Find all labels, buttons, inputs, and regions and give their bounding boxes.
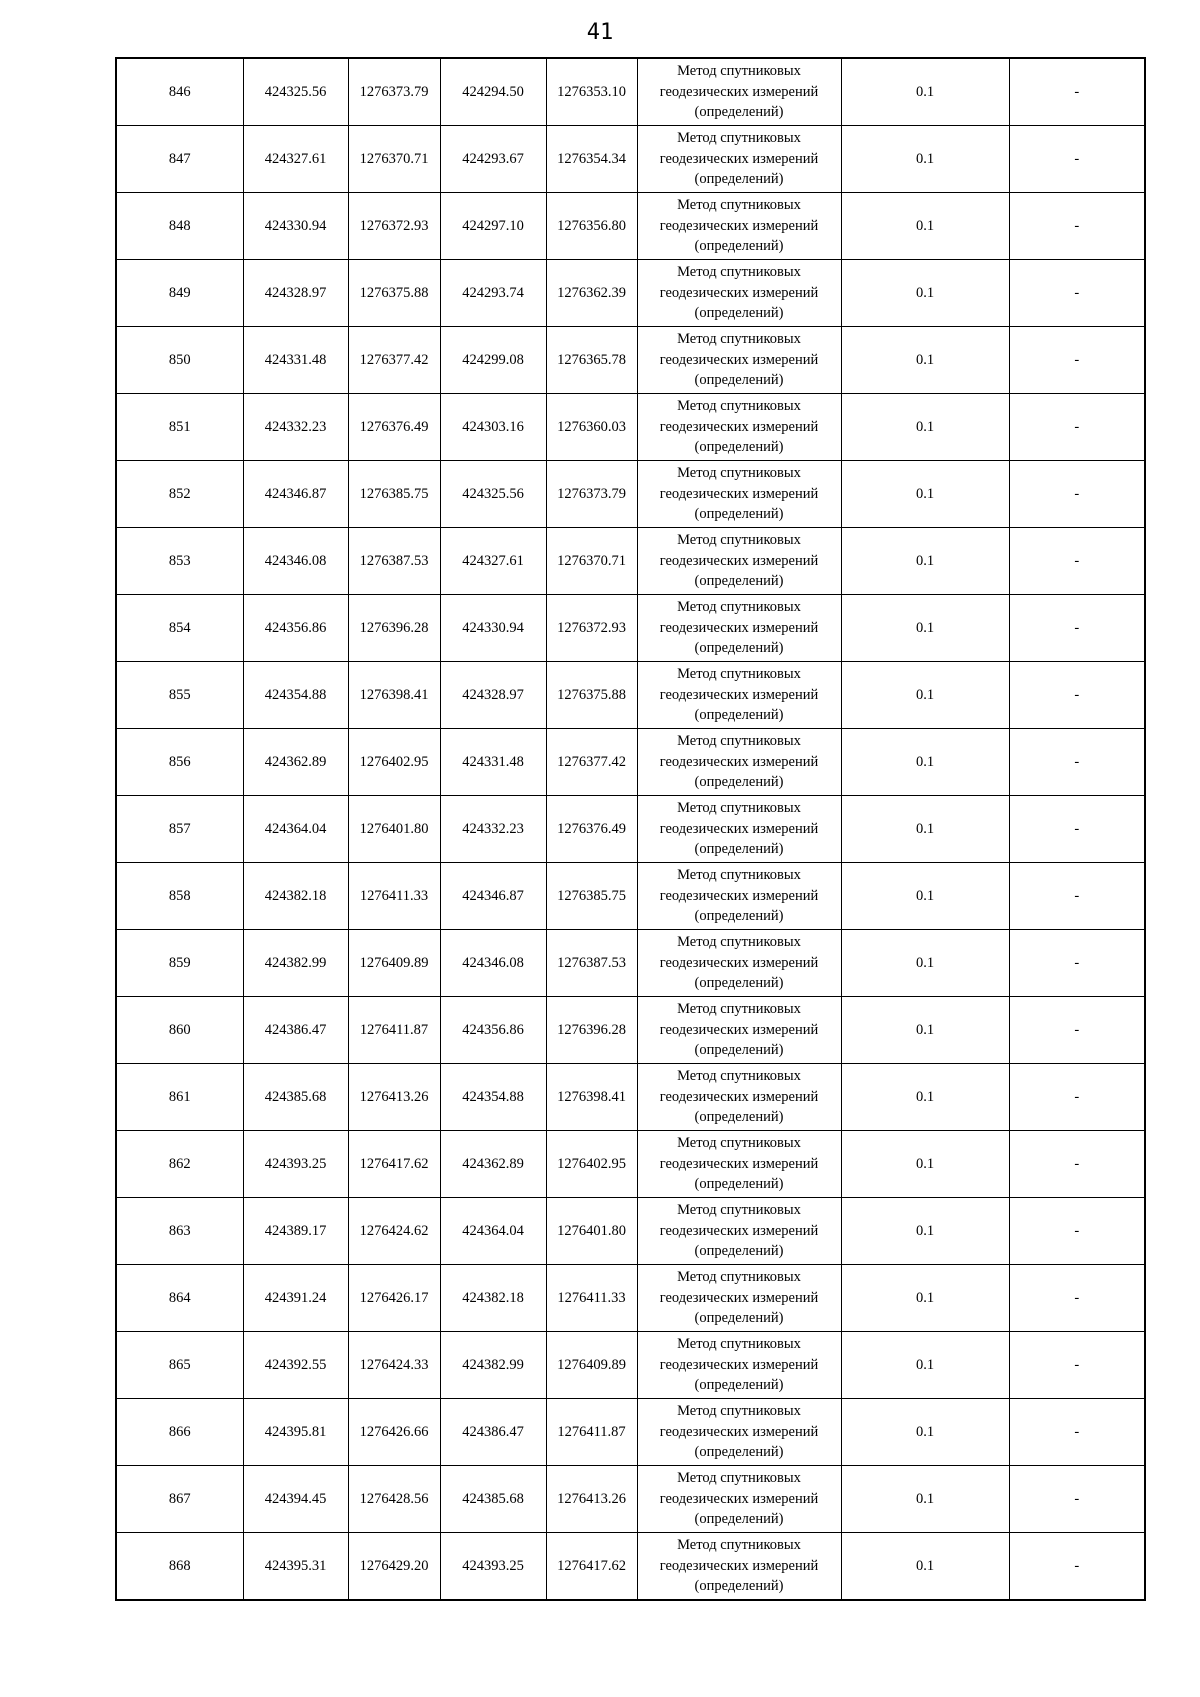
accuracy-cell: 0.1 xyxy=(841,327,1009,394)
method-line: геодезических измерений xyxy=(659,1088,819,1105)
point-number-cell: 859 xyxy=(116,930,243,997)
point-number-cell: 866 xyxy=(116,1399,243,1466)
x-previous-coordinate-cell: 424364.04 xyxy=(440,1198,546,1265)
method-line: геодезических измерений xyxy=(659,1423,819,1440)
y-coordinate-cell: 1276429.20 xyxy=(348,1533,440,1601)
table-row xyxy=(116,58,1145,126)
method-line: Метод спутниковых xyxy=(677,1068,801,1085)
y-previous-coordinate-cell: 1276385.75 xyxy=(546,863,637,930)
method-cell xyxy=(637,1332,841,1399)
y-coordinate-cell: 1276426.17 xyxy=(348,1265,440,1332)
y-previous-coordinate-cell: 1276365.78 xyxy=(546,327,637,394)
y-coordinate-cell: 1276387.53 xyxy=(348,528,440,595)
y-previous-coordinate-cell: 1276402.95 xyxy=(546,1131,637,1198)
point-number-cell: 854 xyxy=(116,595,243,662)
y-previous-coordinate-cell: 1276401.80 xyxy=(546,1198,637,1265)
accuracy-cell: 0.1 xyxy=(841,930,1009,997)
method-cell xyxy=(637,1466,841,1533)
y-coordinate-cell: 1276373.79 xyxy=(348,58,440,126)
x-coordinate-cell: 424331.48 xyxy=(243,327,348,394)
method-line: Метод спутниковых xyxy=(677,264,801,281)
accuracy-cell: 0.1 xyxy=(841,461,1009,528)
table-row xyxy=(116,193,1145,260)
x-previous-coordinate-cell: 424293.67 xyxy=(440,126,546,193)
note-cell: - xyxy=(1009,729,1145,796)
table-row xyxy=(116,1466,1145,1533)
x-coordinate-cell: 424328.97 xyxy=(243,260,348,327)
coordinates-table xyxy=(115,57,1146,1601)
accuracy-cell: 0.1 xyxy=(841,193,1009,260)
note-cell: - xyxy=(1009,863,1145,930)
note-cell: - xyxy=(1009,1399,1145,1466)
table-row xyxy=(116,1064,1145,1131)
note-cell: - xyxy=(1009,796,1145,863)
method-cell xyxy=(637,796,841,863)
note-cell: - xyxy=(1009,327,1145,394)
method-line: (определений) xyxy=(694,171,784,188)
point-number-cell: 849 xyxy=(116,260,243,327)
x-previous-coordinate-cell: 424294.50 xyxy=(440,58,546,126)
table-row xyxy=(116,1265,1145,1332)
x-previous-coordinate-cell: 424393.25 xyxy=(440,1533,546,1601)
note-cell: - xyxy=(1009,1332,1145,1399)
x-coordinate-cell: 424354.88 xyxy=(243,662,348,729)
method-line: (определений) xyxy=(694,305,784,322)
table-row xyxy=(116,796,1145,863)
method-line: геодезических измерений xyxy=(659,351,819,368)
method-cell xyxy=(637,126,841,193)
table-row xyxy=(116,997,1145,1064)
method-line: (определений) xyxy=(694,774,784,791)
point-number-cell: 858 xyxy=(116,863,243,930)
accuracy-cell: 0.1 xyxy=(841,863,1009,930)
x-previous-coordinate-cell: 424382.18 xyxy=(440,1265,546,1332)
note-cell: - xyxy=(1009,930,1145,997)
accuracy-cell: 0.1 xyxy=(841,1198,1009,1265)
method-cell xyxy=(637,662,841,729)
method-line: (определений) xyxy=(694,506,784,523)
method-line: геодезических измерений xyxy=(659,954,819,971)
x-coordinate-cell: 424346.08 xyxy=(243,528,348,595)
method-line: Метод спутниковых xyxy=(677,599,801,616)
method-line: (определений) xyxy=(694,573,784,590)
y-previous-coordinate-cell: 1276372.93 xyxy=(546,595,637,662)
method-line: Метод спутниковых xyxy=(677,197,801,214)
point-number-cell: 864 xyxy=(116,1265,243,1332)
point-number-cell: 862 xyxy=(116,1131,243,1198)
method-cell xyxy=(637,327,841,394)
y-coordinate-cell: 1276411.33 xyxy=(348,863,440,930)
point-number-cell: 857 xyxy=(116,796,243,863)
table-row xyxy=(116,327,1145,394)
table-row xyxy=(116,1131,1145,1198)
x-coordinate-cell: 424385.68 xyxy=(243,1064,348,1131)
method-cell xyxy=(637,997,841,1064)
method-cell xyxy=(637,595,841,662)
method-cell xyxy=(637,1064,841,1131)
y-previous-coordinate-cell: 1276354.34 xyxy=(546,126,637,193)
table-body xyxy=(116,58,1145,1600)
method-cell xyxy=(637,1131,841,1198)
method-line: (определений) xyxy=(694,104,784,121)
method-line: геодезических измерений xyxy=(659,217,819,234)
table-row xyxy=(116,126,1145,193)
x-previous-coordinate-cell: 424332.23 xyxy=(440,796,546,863)
point-number-cell: 860 xyxy=(116,997,243,1064)
x-coordinate-cell: 424362.89 xyxy=(243,729,348,796)
y-previous-coordinate-cell: 1276360.03 xyxy=(546,394,637,461)
method-cell xyxy=(637,729,841,796)
x-previous-coordinate-cell: 424330.94 xyxy=(440,595,546,662)
y-previous-coordinate-cell: 1276396.28 xyxy=(546,997,637,1064)
x-coordinate-cell: 424394.45 xyxy=(243,1466,348,1533)
method-line: геодезических измерений xyxy=(659,1557,819,1574)
method-line: Метод спутниковых xyxy=(677,1403,801,1420)
method-line: геодезических измерений xyxy=(659,619,819,636)
method-cell xyxy=(637,930,841,997)
method-line: Метод спутниковых xyxy=(677,934,801,951)
note-cell: - xyxy=(1009,58,1145,126)
method-line: геодезических измерений xyxy=(659,485,819,502)
method-line: (определений) xyxy=(694,1176,784,1193)
accuracy-cell: 0.1 xyxy=(841,595,1009,662)
accuracy-cell: 0.1 xyxy=(841,260,1009,327)
method-line: геодезических измерений xyxy=(659,1222,819,1239)
y-previous-coordinate-cell: 1276376.49 xyxy=(546,796,637,863)
accuracy-cell: 0.1 xyxy=(841,729,1009,796)
method-line: Метод спутниковых xyxy=(677,1202,801,1219)
method-line: геодезических измерений xyxy=(659,150,819,167)
point-number-cell: 855 xyxy=(116,662,243,729)
x-previous-coordinate-cell: 424299.08 xyxy=(440,327,546,394)
point-number-cell: 865 xyxy=(116,1332,243,1399)
note-cell: - xyxy=(1009,1198,1145,1265)
y-coordinate-cell: 1276372.93 xyxy=(348,193,440,260)
x-coordinate-cell: 424382.18 xyxy=(243,863,348,930)
y-previous-coordinate-cell: 1276377.42 xyxy=(546,729,637,796)
point-number-cell: 863 xyxy=(116,1198,243,1265)
method-cell xyxy=(637,58,841,126)
method-line: Метод спутниковых xyxy=(677,666,801,683)
x-previous-coordinate-cell: 424346.08 xyxy=(440,930,546,997)
method-cell xyxy=(637,394,841,461)
method-line: (определений) xyxy=(694,1578,784,1595)
method-line: Метод спутниковых xyxy=(677,733,801,750)
method-line: (определений) xyxy=(694,707,784,724)
method-line: Метод спутниковых xyxy=(677,867,801,884)
method-cell xyxy=(637,1399,841,1466)
note-cell: - xyxy=(1009,1533,1145,1601)
accuracy-cell: 0.1 xyxy=(841,528,1009,595)
method-line: Метод спутниковых xyxy=(677,1336,801,1353)
method-line: геодезических измерений xyxy=(659,83,819,100)
method-line: (определений) xyxy=(694,841,784,858)
y-coordinate-cell: 1276413.26 xyxy=(348,1064,440,1131)
y-coordinate-cell: 1276385.75 xyxy=(348,461,440,528)
method-line: (определений) xyxy=(694,1243,784,1260)
accuracy-cell: 0.1 xyxy=(841,126,1009,193)
y-coordinate-cell: 1276409.89 xyxy=(348,930,440,997)
method-cell xyxy=(637,461,841,528)
y-previous-coordinate-cell: 1276417.62 xyxy=(546,1533,637,1601)
method-line: (определений) xyxy=(694,908,784,925)
table-row xyxy=(116,1533,1145,1601)
x-previous-coordinate-cell: 424354.88 xyxy=(440,1064,546,1131)
method-line: (определений) xyxy=(694,238,784,255)
point-number-cell: 868 xyxy=(116,1533,243,1601)
y-coordinate-cell: 1276402.95 xyxy=(348,729,440,796)
accuracy-cell: 0.1 xyxy=(841,58,1009,126)
table-row xyxy=(116,863,1145,930)
method-line: (определений) xyxy=(694,1511,784,1528)
method-line: геодезических измерений xyxy=(659,1490,819,1507)
point-number-cell: 848 xyxy=(116,193,243,260)
x-previous-coordinate-cell: 424386.47 xyxy=(440,1399,546,1466)
method-line: геодезических измерений xyxy=(659,686,819,703)
note-cell: - xyxy=(1009,528,1145,595)
note-cell: - xyxy=(1009,662,1145,729)
method-line: Метод спутниковых xyxy=(677,1135,801,1152)
method-line: геодезических измерений xyxy=(659,1021,819,1038)
method-line: Метод спутниковых xyxy=(677,1001,801,1018)
x-coordinate-cell: 424393.25 xyxy=(243,1131,348,1198)
method-line: (определений) xyxy=(694,1444,784,1461)
y-previous-coordinate-cell: 1276411.33 xyxy=(546,1265,637,1332)
x-previous-coordinate-cell: 424297.10 xyxy=(440,193,546,260)
accuracy-cell: 0.1 xyxy=(841,1399,1009,1466)
y-previous-coordinate-cell: 1276398.41 xyxy=(546,1064,637,1131)
y-previous-coordinate-cell: 1276373.79 xyxy=(546,461,637,528)
x-coordinate-cell: 424386.47 xyxy=(243,997,348,1064)
point-number-cell: 850 xyxy=(116,327,243,394)
accuracy-cell: 0.1 xyxy=(841,1466,1009,1533)
x-coordinate-cell: 424395.81 xyxy=(243,1399,348,1466)
x-previous-coordinate-cell: 424346.87 xyxy=(440,863,546,930)
method-line: (определений) xyxy=(694,640,784,657)
method-line: геодезических измерений xyxy=(659,552,819,569)
y-coordinate-cell: 1276417.62 xyxy=(348,1131,440,1198)
y-previous-coordinate-cell: 1276362.39 xyxy=(546,260,637,327)
note-cell: - xyxy=(1009,461,1145,528)
accuracy-cell: 0.1 xyxy=(841,796,1009,863)
x-coordinate-cell: 424327.61 xyxy=(243,126,348,193)
x-coordinate-cell: 424382.99 xyxy=(243,930,348,997)
x-coordinate-cell: 424392.55 xyxy=(243,1332,348,1399)
method-line: геодезических измерений xyxy=(659,1155,819,1172)
table-row xyxy=(116,930,1145,997)
method-cell xyxy=(637,260,841,327)
accuracy-cell: 0.1 xyxy=(841,1265,1009,1332)
method-line: Метод спутниковых xyxy=(677,800,801,817)
y-coordinate-cell: 1276370.71 xyxy=(348,126,440,193)
x-coordinate-cell: 424332.23 xyxy=(243,394,348,461)
x-previous-coordinate-cell: 424362.89 xyxy=(440,1131,546,1198)
x-coordinate-cell: 424346.87 xyxy=(243,461,348,528)
note-cell: - xyxy=(1009,595,1145,662)
method-line: Метод спутниковых xyxy=(677,331,801,348)
x-coordinate-cell: 424356.86 xyxy=(243,595,348,662)
accuracy-cell: 0.1 xyxy=(841,997,1009,1064)
y-coordinate-cell: 1276426.66 xyxy=(348,1399,440,1466)
method-cell xyxy=(637,193,841,260)
method-line: геодезических измерений xyxy=(659,1356,819,1373)
method-line: Метод спутниковых xyxy=(677,465,801,482)
note-cell: - xyxy=(1009,1064,1145,1131)
note-cell: - xyxy=(1009,1131,1145,1198)
note-cell: - xyxy=(1009,126,1145,193)
method-line: геодезических измерений xyxy=(659,820,819,837)
point-number-cell: 856 xyxy=(116,729,243,796)
x-previous-coordinate-cell: 424327.61 xyxy=(440,528,546,595)
note-cell: - xyxy=(1009,1466,1145,1533)
note-cell: - xyxy=(1009,394,1145,461)
method-line: Метод спутниковых xyxy=(677,130,801,147)
method-line: геодезических измерений xyxy=(659,887,819,904)
point-number-cell: 846 xyxy=(116,58,243,126)
table-row xyxy=(116,1198,1145,1265)
y-coordinate-cell: 1276401.80 xyxy=(348,796,440,863)
method-cell xyxy=(637,528,841,595)
method-line: Метод спутниковых xyxy=(677,1537,801,1554)
method-line: (определений) xyxy=(694,1310,784,1327)
method-cell xyxy=(637,1265,841,1332)
x-coordinate-cell: 424364.04 xyxy=(243,796,348,863)
x-coordinate-cell: 424389.17 xyxy=(243,1198,348,1265)
method-line: (определений) xyxy=(694,372,784,389)
method-line: геодезических измерений xyxy=(659,1289,819,1306)
table-row xyxy=(116,528,1145,595)
method-cell xyxy=(637,863,841,930)
table-row xyxy=(116,662,1145,729)
point-number-cell: 847 xyxy=(116,126,243,193)
method-line: (определений) xyxy=(694,439,784,456)
accuracy-cell: 0.1 xyxy=(841,1131,1009,1198)
method-line: геодезических измерений xyxy=(659,753,819,770)
accuracy-cell: 0.1 xyxy=(841,662,1009,729)
accuracy-cell: 0.1 xyxy=(841,394,1009,461)
y-coordinate-cell: 1276377.42 xyxy=(348,327,440,394)
x-coordinate-cell: 424395.31 xyxy=(243,1533,348,1601)
y-previous-coordinate-cell: 1276409.89 xyxy=(546,1332,637,1399)
point-number-cell: 852 xyxy=(116,461,243,528)
method-line: (определений) xyxy=(694,1109,784,1126)
method-line: (определений) xyxy=(694,975,784,992)
y-previous-coordinate-cell: 1276411.87 xyxy=(546,1399,637,1466)
x-coordinate-cell: 424330.94 xyxy=(243,193,348,260)
y-coordinate-cell: 1276376.49 xyxy=(348,394,440,461)
x-previous-coordinate-cell: 424293.74 xyxy=(440,260,546,327)
method-line: геодезических измерений xyxy=(659,284,819,301)
method-line: (определений) xyxy=(694,1377,784,1394)
x-previous-coordinate-cell: 424328.97 xyxy=(440,662,546,729)
method-cell xyxy=(637,1198,841,1265)
x-coordinate-cell: 424325.56 xyxy=(243,58,348,126)
table-row xyxy=(116,1399,1145,1466)
method-line: геодезических измерений xyxy=(659,418,819,435)
y-coordinate-cell: 1276424.33 xyxy=(348,1332,440,1399)
y-coordinate-cell: 1276424.62 xyxy=(348,1198,440,1265)
y-previous-coordinate-cell: 1276353.10 xyxy=(546,58,637,126)
method-line: Метод спутниковых xyxy=(677,398,801,415)
x-previous-coordinate-cell: 424331.48 xyxy=(440,729,546,796)
method-line: Метод спутниковых xyxy=(677,63,801,80)
note-cell: - xyxy=(1009,260,1145,327)
table-row xyxy=(116,394,1145,461)
y-coordinate-cell: 1276375.88 xyxy=(348,260,440,327)
point-number-cell: 861 xyxy=(116,1064,243,1131)
table-row xyxy=(116,1332,1145,1399)
table-row xyxy=(116,729,1145,796)
note-cell: - xyxy=(1009,193,1145,260)
point-number-cell: 867 xyxy=(116,1466,243,1533)
note-cell: - xyxy=(1009,997,1145,1064)
y-previous-coordinate-cell: 1276413.26 xyxy=(546,1466,637,1533)
table-row xyxy=(116,461,1145,528)
point-number-cell: 851 xyxy=(116,394,243,461)
y-coordinate-cell: 1276428.56 xyxy=(348,1466,440,1533)
method-line: Метод спутниковых xyxy=(677,1470,801,1487)
point-number-cell: 853 xyxy=(116,528,243,595)
note-cell: - xyxy=(1009,1265,1145,1332)
method-line: (определений) xyxy=(694,1042,784,1059)
y-previous-coordinate-cell: 1276370.71 xyxy=(546,528,637,595)
method-line: Метод спутниковых xyxy=(677,1269,801,1286)
y-coordinate-cell: 1276396.28 xyxy=(348,595,440,662)
x-previous-coordinate-cell: 424325.56 xyxy=(440,461,546,528)
accuracy-cell: 0.1 xyxy=(841,1533,1009,1601)
x-previous-coordinate-cell: 424382.99 xyxy=(440,1332,546,1399)
accuracy-cell: 0.1 xyxy=(841,1332,1009,1399)
method-line: Метод спутниковых xyxy=(677,532,801,549)
x-previous-coordinate-cell: 424303.16 xyxy=(440,394,546,461)
table-row xyxy=(116,595,1145,662)
y-previous-coordinate-cell: 1276387.53 xyxy=(546,930,637,997)
method-cell xyxy=(637,1533,841,1601)
x-previous-coordinate-cell: 424356.86 xyxy=(440,997,546,1064)
page-number: 41 xyxy=(586,20,614,45)
y-coordinate-cell: 1276411.87 xyxy=(348,997,440,1064)
table-row xyxy=(116,260,1145,327)
x-previous-coordinate-cell: 424385.68 xyxy=(440,1466,546,1533)
y-coordinate-cell: 1276398.41 xyxy=(348,662,440,729)
accuracy-cell: 0.1 xyxy=(841,1064,1009,1131)
y-previous-coordinate-cell: 1276375.88 xyxy=(546,662,637,729)
x-coordinate-cell: 424391.24 xyxy=(243,1265,348,1332)
y-previous-coordinate-cell: 1276356.80 xyxy=(546,193,637,260)
